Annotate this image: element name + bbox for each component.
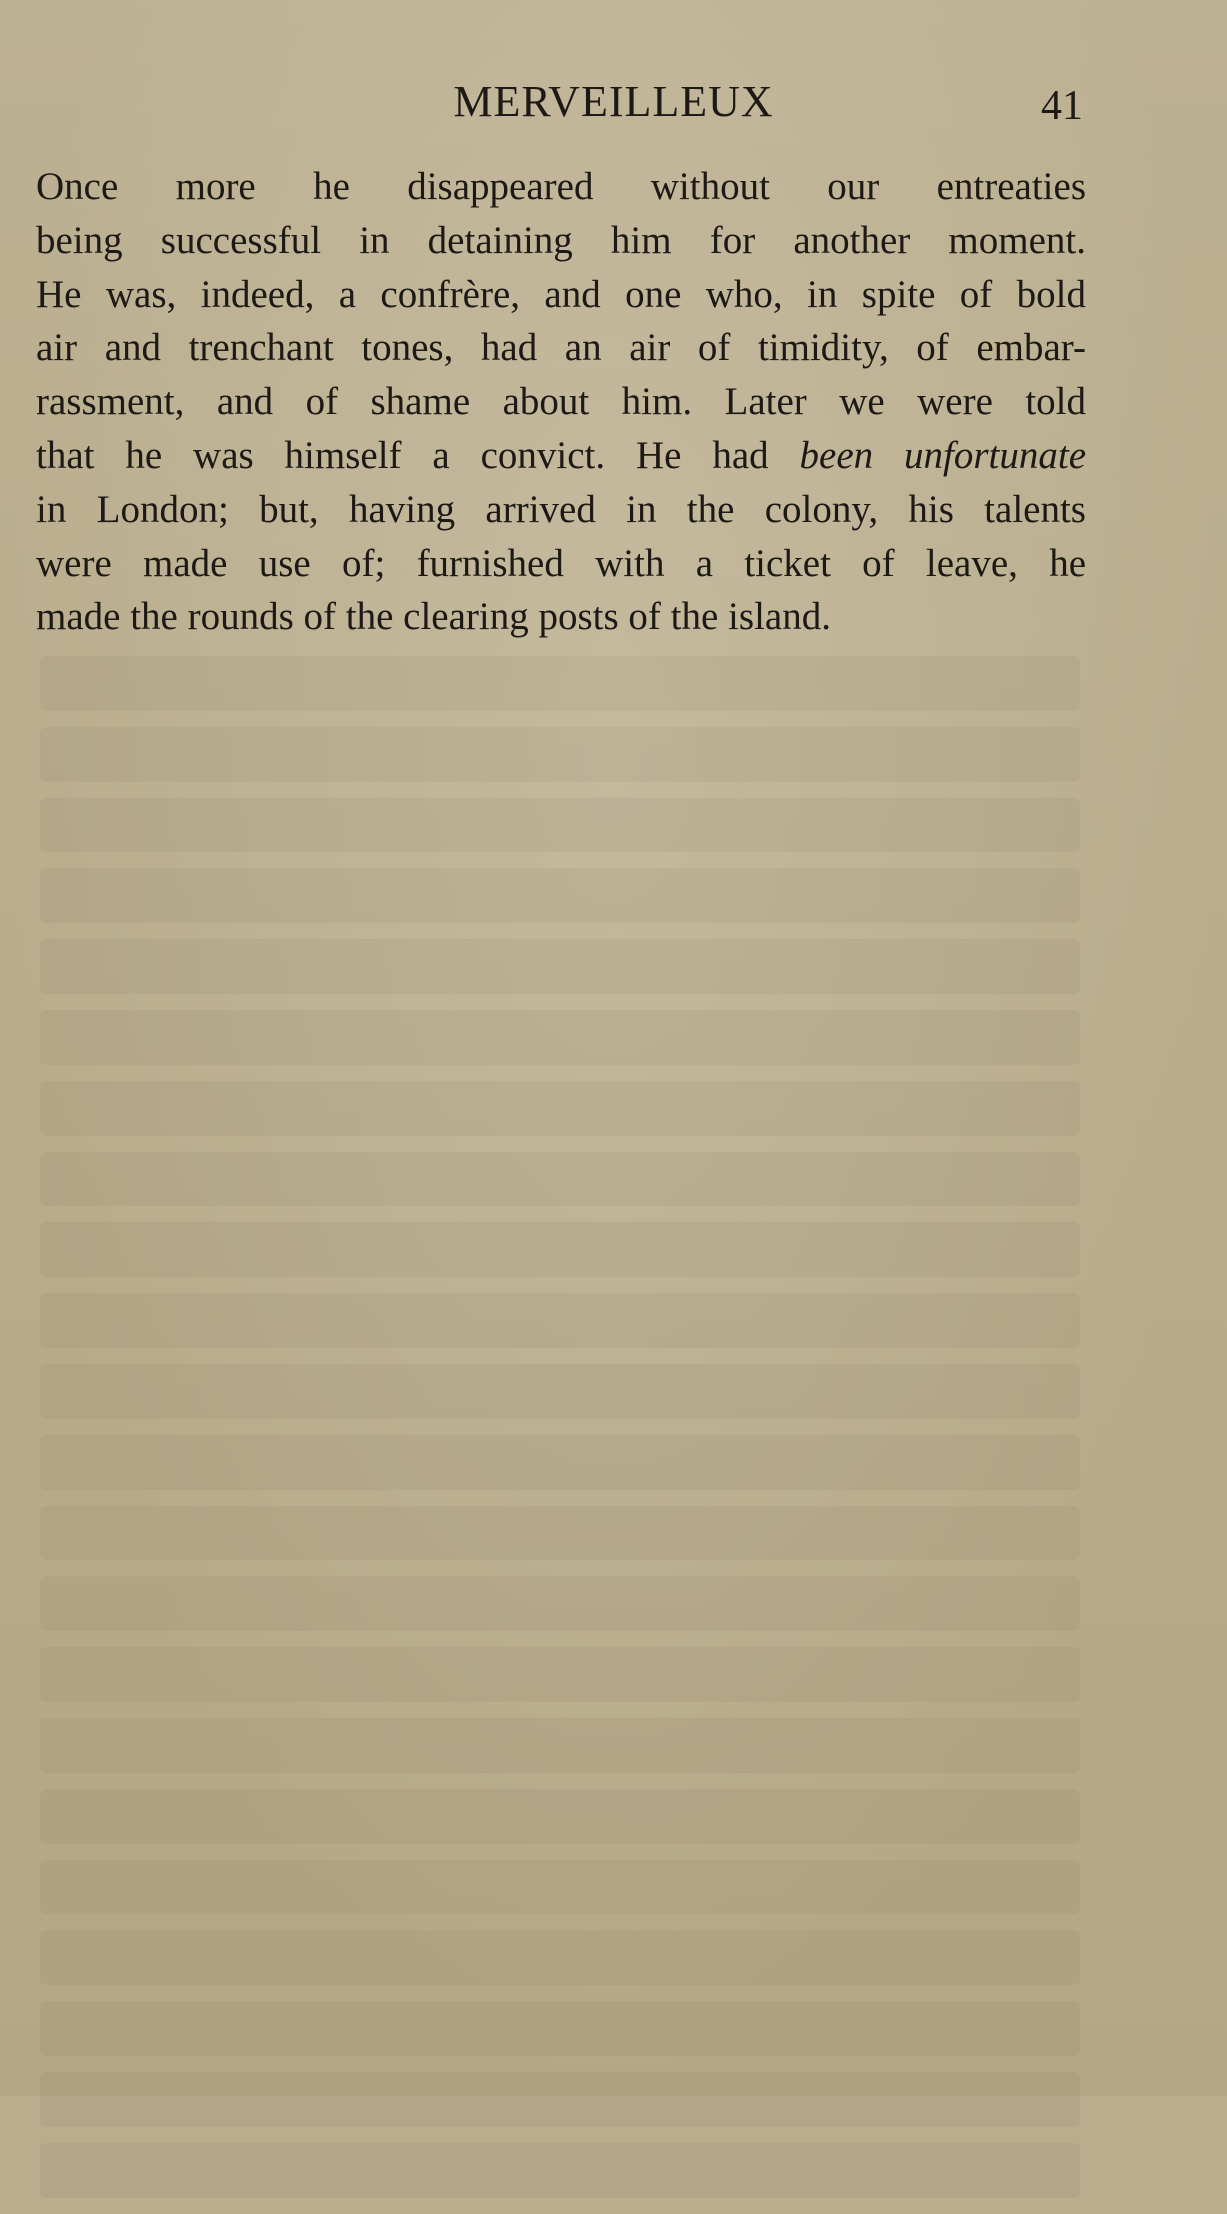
bleed-line xyxy=(40,2143,1080,2198)
bleed-line xyxy=(40,1435,1080,1490)
bleed-line xyxy=(40,1506,1080,1561)
bleed-line xyxy=(40,1081,1080,1136)
bleed-line xyxy=(40,727,1080,782)
text-line-1: Once more he disappeared without our entreaties xyxy=(36,165,1086,208)
bleed-line xyxy=(40,656,1080,711)
text-line-6-roman: that he was himself a convict. He had xyxy=(36,433,800,477)
italic-phrase: been unfortunate xyxy=(799,433,1086,477)
text-line-5: rassment, and of shame about him. Later we were told xyxy=(36,380,1086,424)
bleed-line xyxy=(40,1364,1080,1419)
bleed-line xyxy=(40,2072,1080,2127)
bleed-line xyxy=(40,798,1080,853)
bleed-line xyxy=(40,1930,1080,1985)
verso-bleed-through xyxy=(40,640,1080,2214)
bleed-line xyxy=(40,1152,1080,1207)
bleed-line xyxy=(40,1860,1080,1915)
bleed-line xyxy=(40,1789,1080,1844)
text-line-4: air and trenchant tones, had an air of timidity, of embar- xyxy=(36,326,1086,370)
bleed-line xyxy=(40,2001,1080,2056)
text-line-2: being successful in detaining him for another moment. xyxy=(36,218,1086,262)
text-line-6 xyxy=(36,429,1086,483)
running-title: MERVEILLEUX xyxy=(453,77,774,126)
bleed-line xyxy=(40,868,1080,923)
text-line-8: were made use of; furnished with a ticket of leave, he xyxy=(36,541,1086,585)
bleed-line xyxy=(40,1647,1080,1702)
page-number: 41 xyxy=(1041,83,1083,129)
text-line-9: made the rounds of the clearing posts of the island. xyxy=(36,595,831,639)
bleed-line xyxy=(40,1222,1080,1277)
bleed-line xyxy=(40,1010,1080,1065)
text-line-7: in London; but, having arrived in the colony, his talents xyxy=(36,487,1086,531)
bleed-line xyxy=(40,939,1080,994)
page-header xyxy=(0,72,1227,132)
bleed-line xyxy=(40,1718,1080,1773)
bleed-line xyxy=(40,1293,1080,1348)
body-paragraph xyxy=(36,160,1086,644)
bleed-line xyxy=(40,1576,1080,1631)
text-line-3: He was, indeed, a confrère, and one who, in spite of bold xyxy=(36,272,1086,316)
